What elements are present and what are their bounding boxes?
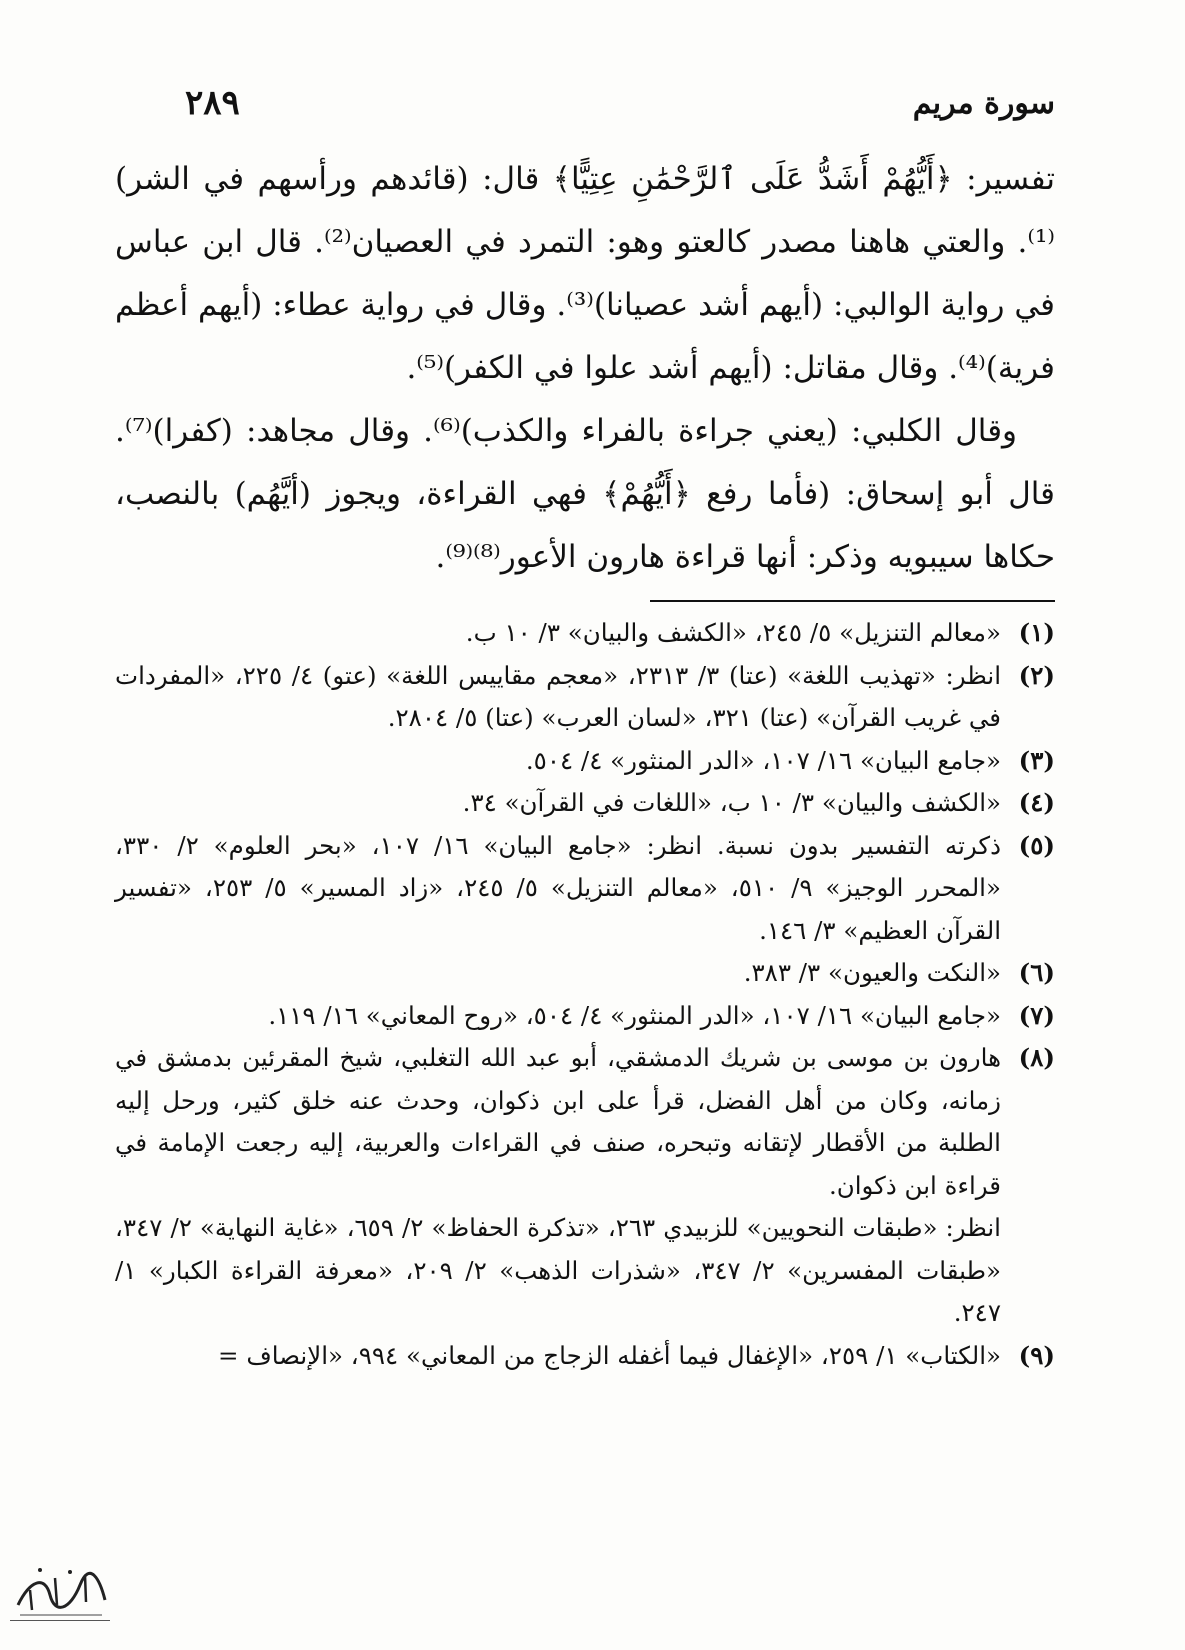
footnote-6	[115, 952, 1055, 995]
footnote-8	[115, 1037, 1055, 1207]
footnote-number: (٣)	[1018, 745, 1055, 775]
footnote-text: «الكتاب» ١/ ٢٥٩، «الإغفال فيما أغفله الزجاج من المعاني» ٩٩٤، «الإنصاف =	[218, 1340, 1001, 1370]
footnote-text: «الكشف والبيان» ٣/ ١٠ ب، «اللغات في القرآن» ٣٤.	[462, 788, 1001, 817]
footnote-5	[115, 825, 1055, 953]
footnote-number: (٨)	[1018, 1043, 1055, 1072]
footnote-number: (٩)	[1018, 1340, 1055, 1370]
paragraph-1: تفسير: ﴿أَيُّهُمْ أَشَدُّ عَلَى ٱلرَّحْمَٰنِ عِتِيًّا﴾ قال: (قائدهم ورأسهم في الشر)⁽¹⁾. والعتي هاهنا مصدر كالعتو وهو: التمرد في العصيان⁽²⁾. قال ابن عباس في رواية الوالبي: (أيهم أشد عصيانا)⁽³⁾. وقال في رواية عطاء: (أيهم أعظم فرية)⁽⁴⁾. وقال مقاتل: (أيهم أشد علوا في الكفر)⁽⁵⁾.	[115, 161, 1056, 386]
footnote-text: هارون بن موسى بن شريك الدمشقي، أبو عبد الله التغلبي، شيخ المقرئين بدمشق في زمانه، وكان من أهل الفضل، قرأ على ابن ذكوان، وحدث عنه خلق كثير، ورحل إليه الطلبة من الأقطار لإتقانه وتبحره، صنف في القراءات والعربية، إليه رجعت الإمامة في قراءة ابن ذكوان.	[115, 1043, 1001, 1200]
footnote-7	[115, 995, 1055, 1038]
page-header	[185, 78, 1055, 128]
surah-title: سورة مريم	[912, 85, 1055, 121]
footnote-number: (٦)	[1018, 958, 1055, 987]
footnotes	[115, 612, 1055, 1377]
footnote-text: «معالم التنزيل» ٥/ ٢٤٥، «الكشف والبيان» ٣/ ١٠ ب.	[465, 618, 1001, 647]
calligraphy-stamp-icon	[10, 1560, 110, 1620]
footnote-9	[115, 1335, 1055, 1378]
footnote-divider	[650, 600, 1055, 602]
footnote-4	[115, 782, 1055, 825]
footnote-2	[115, 655, 1055, 740]
footnote-text: «جامع البيان» ١٦/ ١٠٧، «الدر المنثور» ٤/ ٥٠٤.	[525, 745, 1001, 775]
footnote-1	[115, 612, 1055, 655]
page-number: ٢٨٩	[185, 83, 240, 123]
footnote-number: (٤)	[1018, 788, 1055, 817]
library-stamp-logo	[10, 1560, 110, 1621]
footnote-text: «النكت والعيون» ٣/ ٣٨٣.	[743, 958, 1001, 987]
footnote-text: «جامع البيان» ١٦/ ١٠٧، «الدر المنثور» ٤/ ٥٠٤، «روح المعاني» ١٦/ ١١٩.	[268, 1000, 1001, 1030]
footnote-number: (٢)	[1018, 660, 1055, 690]
footnote-number: (٧)	[1018, 1000, 1055, 1030]
footnote-number: (٥)	[1018, 830, 1055, 860]
footnote-text: ذكرته التفسير بدون نسبة. انظر: «جامع البيان» ١٦/ ١٠٧، «بحر العلوم» ٢/ ٣٣٠، «المحرر الوجيز» ٩/ ٥١٠، «معالم التنزيل» ٥/ ٢٤٥، «زاد المسير» ٥/ ٢٥٣، «تفسير القرآن العظيم» ٣/ ١٤٦.	[115, 830, 1002, 945]
paragraph-2: وقال الكلبي: (يعني جراءة بالفراء والكذب)⁽⁶⁾. وقال مجاهد: (كفرا)⁽⁷⁾. قال أبو إسحاق: (فأما رفع ﴿أَيُّهُمْ﴾ فهي القراءة، ويجوز (أيَّهُم) بالنصب، حكاها سيبويه وذكر: أنها قراءة هارون الأعور⁽⁸⁾⁽⁹⁾.	[115, 413, 1055, 575]
footnote-3	[115, 740, 1055, 783]
footnote-text: انظر: «تهذيب اللغة» (عتا) ٣/ ٢٣١٣، «معجم مقاييس اللغة» (عتو) ٤/ ٢٢٥، «المفردات في غريب القرآن» (عتا) ٣٢١، «لسان العرب» (عتا) ٥/ ٢٨٠٤.	[115, 660, 1001, 732]
main-text	[115, 148, 1055, 589]
footnote-number: (١)	[1018, 618, 1055, 647]
footnote-8-references: انظر: «طبقات النحويين» للزبيدي ٢٦٣، «تذكرة الحفاظ» ٢/ ٦٥٩، «غاية النهاية» ٢/ ٣٤٧، «طبقات المفسرين» ٢/ ٣٤٧، «شذرات الذهب» ٢/ ٢٠٩، «معرفة القراءة الكبار» ١/ ٢٤٧.	[115, 1213, 1002, 1327]
